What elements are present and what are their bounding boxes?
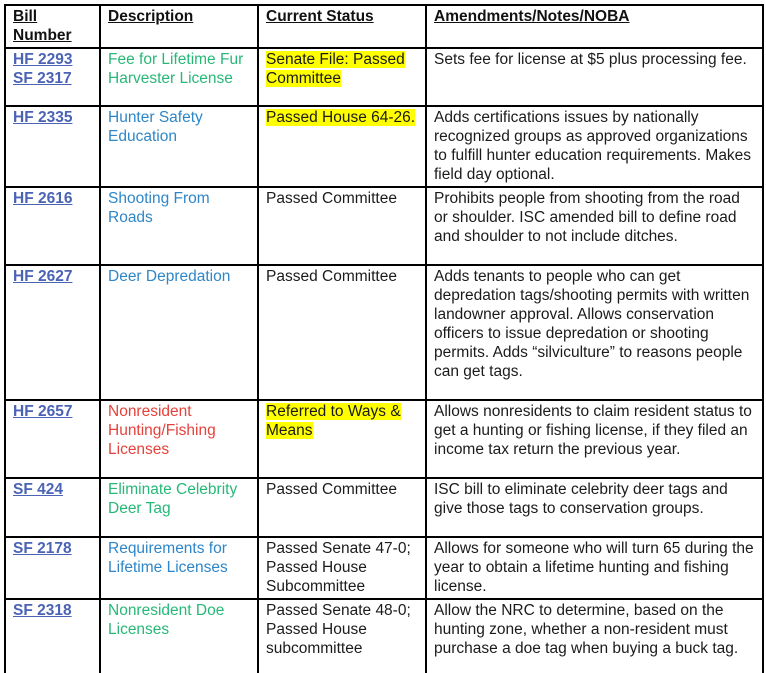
column-header-amendments-notes-noba: Amendments/Notes/NOBA	[426, 5, 763, 48]
notes-cell	[426, 48, 763, 106]
bill-notes: Allows for someone who will turn 65 during the year to obtain a lifetime hunting and fishing license.	[434, 540, 754, 595]
bill-notes: Adds tenants to people who can get depredation tags/shooting permits with written landowner approval. Allows conservation officers to issue depredation or shooting permits. Adds “silviculture” to reasons people can get tags.	[434, 268, 750, 380]
bill-status: Senate File: Passed Committee	[266, 51, 405, 87]
notes-cell	[426, 599, 763, 673]
bill-description: Eliminate Celebrity Deer Tag	[108, 481, 238, 517]
bill-link[interactable]: SF 2318	[13, 602, 72, 619]
table-row	[5, 537, 763, 599]
table-row	[5, 265, 763, 400]
description-cell	[100, 478, 258, 537]
bill-status: Referred to Ways & Means	[266, 403, 401, 439]
status-cell	[258, 478, 426, 537]
bill-status-table	[4, 4, 764, 673]
header-row	[5, 5, 763, 48]
table-row	[5, 106, 763, 187]
notes-cell	[426, 537, 763, 599]
bill-status: Passed Senate 47-0; Passed House Subcommittee	[266, 540, 411, 595]
description-cell	[100, 187, 258, 265]
status-cell	[258, 106, 426, 187]
status-cell	[258, 599, 426, 673]
bill-description: Shooting From Roads	[108, 190, 210, 226]
bill-status: Passed Senate 48-0; Passed House subcommittee	[266, 602, 411, 657]
status-cell	[258, 537, 426, 599]
bill-link[interactable]: SF 2317	[13, 70, 72, 87]
bill-number-cell	[5, 478, 100, 537]
bill-number-cell	[5, 48, 100, 106]
bill-notes: ISC bill to eliminate celebrity deer tags and give those tags to conservation groups.	[434, 481, 728, 517]
bill-number-cell	[5, 537, 100, 599]
bill-link[interactable]: SF 2178	[13, 540, 72, 557]
bill-status: Passed Committee	[266, 190, 397, 207]
bill-link[interactable]: HF 2335	[13, 109, 73, 126]
bill-description: Requirements for Lifetime Licenses	[108, 540, 228, 576]
status-cell	[258, 48, 426, 106]
notes-cell	[426, 265, 763, 400]
notes-cell	[426, 106, 763, 187]
description-cell	[100, 48, 258, 106]
bill-description: Nonresident Hunting/Fishing Licenses	[108, 403, 216, 458]
bill-notes: Sets fee for license at $5 plus processing fee.	[434, 51, 747, 68]
description-cell	[100, 265, 258, 400]
table-row	[5, 478, 763, 537]
bill-description: Hunter Safety Education	[108, 109, 203, 145]
bill-link[interactable]: HF 2293	[13, 51, 73, 68]
status-cell	[258, 187, 426, 265]
bill-description: Fee for Lifetime Fur Harvester License	[108, 51, 244, 87]
notes-cell	[426, 400, 763, 478]
bill-link[interactable]: SF 424	[13, 481, 63, 498]
bill-notes: Adds certifications issues by nationally recognized groups as approved organizations to fulfill hunter education requirements. Makes field day optional.	[434, 109, 752, 183]
column-header-bill-number: Bill Number	[5, 5, 100, 48]
bill-number-cell	[5, 106, 100, 187]
notes-cell	[426, 478, 763, 537]
bill-number-cell	[5, 599, 100, 673]
bill-link[interactable]: HF 2627	[13, 268, 73, 285]
table-row	[5, 400, 763, 478]
bill-number-cell	[5, 265, 100, 400]
bill-status: Passed House 64-26.	[266, 109, 416, 126]
bill-link[interactable]: HF 2657	[13, 403, 73, 420]
table-row	[5, 187, 763, 265]
column-header-current-status: Current Status	[258, 5, 426, 48]
bill-link[interactable]: HF 2616	[13, 190, 73, 207]
table-row	[5, 599, 763, 673]
bill-description: Deer Depredation	[108, 268, 231, 285]
column-header-description: Description	[100, 5, 258, 48]
bill-description: Nonresident Doe Licenses	[108, 602, 225, 638]
status-cell	[258, 400, 426, 478]
bill-status: Passed Committee	[266, 268, 397, 285]
bill-status: Passed Committee	[266, 481, 397, 498]
bill-number-cell	[5, 187, 100, 265]
description-cell	[100, 106, 258, 187]
description-cell	[100, 537, 258, 599]
description-cell	[100, 599, 258, 673]
status-cell	[258, 265, 426, 400]
bill-notes: Allow the NRC to determine, based on the hunting zone, whether a non-resident must purchase a doe tag when buying a buck tag.	[434, 602, 739, 657]
bill-notes: Allows nonresidents to claim resident status to get a hunting or fishing license, if they filed an income tax return the previous year.	[434, 403, 752, 458]
bill-notes: Prohibits people from shooting from the road or shoulder. ISC amended bill to define road and shoulder to not include ditches.	[434, 190, 740, 245]
description-cell	[100, 400, 258, 478]
bill-number-cell	[5, 400, 100, 478]
table-row	[5, 48, 763, 106]
notes-cell	[426, 187, 763, 265]
